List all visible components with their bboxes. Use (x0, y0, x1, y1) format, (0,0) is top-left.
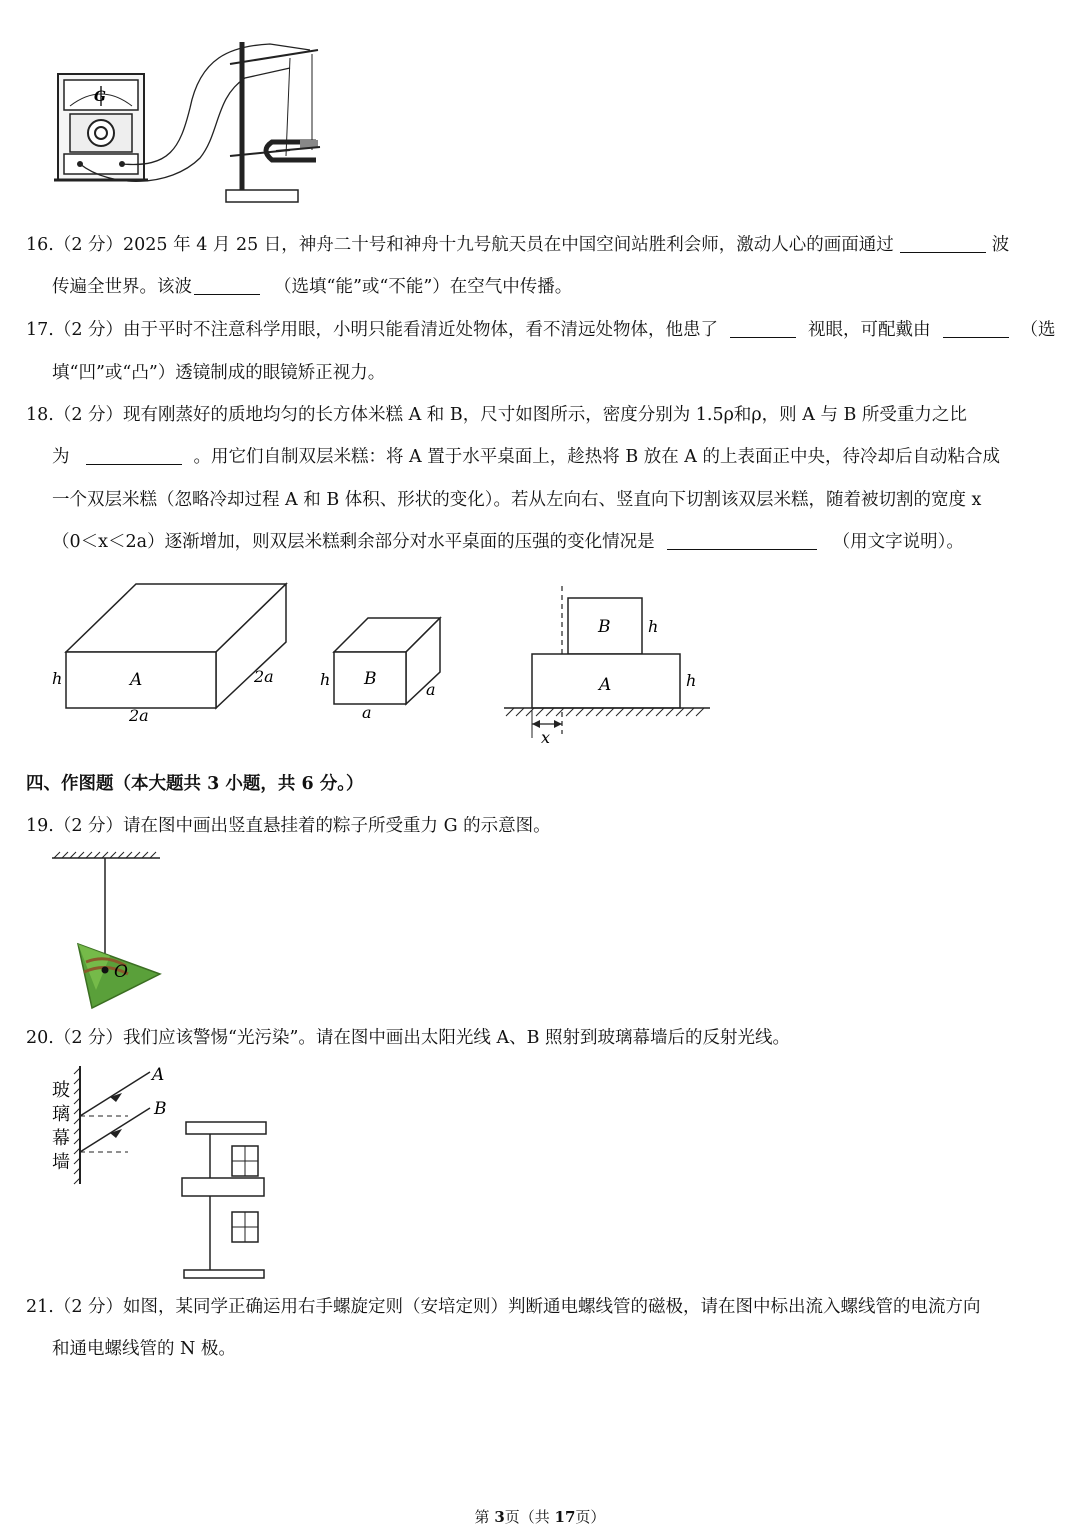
q20-text: 20.（2 分）我们应该警惕“光污染”。请在图中画出太阳光线 A、B 照射到玻璃幕墙后的反射光线。 (26, 1028, 791, 1048)
q20-ray-a-label: A (152, 1065, 165, 1085)
q20-wall-char-4: 墙 (52, 1152, 70, 1173)
q19-line-1 (26, 814, 551, 838)
q17-blank-2[interactable] (943, 319, 1009, 338)
q18-text-1: 18.（2 分）现有刚蒸好的质地均匀的长方体米糕 A 和 B，尺寸如图所示，密度分别为 1.5ρ和ρ，则 A 与 B 所受重力之比 (26, 405, 967, 425)
galvanometer-apparatus-figure (50, 38, 340, 213)
q17-blank-1[interactable] (730, 319, 796, 338)
footer-page-number: 3 (494, 1508, 505, 1526)
q18-stack-label-b: B (598, 617, 611, 637)
q20-ray-b-label: B (154, 1099, 167, 1119)
q17-text-1c: （选 (1020, 320, 1056, 340)
q16-line-1 (26, 233, 1009, 257)
q18-label-a-depth: a (426, 680, 436, 699)
q18-stacked-figure (500, 584, 715, 749)
q18-stack-label-h-a: h (686, 671, 697, 690)
section-4-heading (26, 772, 363, 796)
q18-line-3 (52, 488, 981, 512)
q20-wall-char-2: 璃 (52, 1104, 70, 1125)
footer-mid: 页（共 (504, 1508, 555, 1526)
q19-point-o-label: O (114, 962, 128, 982)
q18-text-2b: 。用它们自制双层米糕：将 A 置于水平桌面上，趁热将 B 放在 A 的上表面正中央，待冷却后自动粘合成 (193, 447, 1001, 467)
q16-text-2a: 传遍全世界。该波 (52, 277, 192, 297)
q18-blank-1[interactable] (86, 446, 182, 465)
q17-line-1 (26, 318, 1056, 342)
footer-pre: 第 (474, 1508, 495, 1526)
page-footer (0, 1506, 1080, 1527)
q16-blank-1[interactable] (900, 234, 986, 253)
q16-blank-2[interactable] (194, 276, 260, 295)
q16-text-1a: 16.（2 分）2025 年 4 月 25 日，神舟二十号和神舟十九号航天员在中国空间站胜利会师，激动人心的画面通过 (26, 235, 894, 255)
q20-wall-char-3: 幕 (52, 1128, 70, 1149)
q17-text-1b: 视眼，可配戴由 (808, 320, 931, 340)
q17-text-1a: 17.（2 分）由于平时不注意科学用眼，小明只能看清近处物体，看不清远处物体，他患了 (26, 320, 719, 340)
q21-text-2: 和通电螺线管的 N 极。 (52, 1339, 236, 1359)
q18-stack-label-x: x (541, 728, 551, 747)
q18-block-a-figure (50, 578, 300, 728)
q16-text-1b: 波 (991, 235, 1010, 255)
q18-label-b: B (364, 669, 377, 689)
q20-wall-char-1: 玻 (52, 1080, 70, 1101)
q18-blank-2[interactable] (667, 531, 817, 550)
q18-stack-label-a: A (599, 675, 612, 695)
q21-text-1: 21.（2 分）如图，某同学正确运用右手螺旋定则（安培定则）判断通电螺线管的磁极，请在图中标出流入螺线管的电流方向 (26, 1297, 981, 1317)
q17-line-2 (52, 361, 385, 385)
q16-line-2 (52, 275, 572, 299)
q17-text-2: 填“凹”或“凸”）透镜制成的眼镜矫正视力。 (52, 363, 386, 383)
q18-label-h-b: h (320, 670, 331, 689)
footer-post: 页） (575, 1508, 606, 1526)
q21-line-2 (52, 1337, 236, 1361)
q18-text-2a: 为 (52, 447, 70, 467)
q19-text: 19.（2 分）请在图中画出竖直悬挂着的粽子所受重力 G 的示意图。 (26, 816, 551, 836)
q18-block-b-figure (318, 610, 448, 730)
section-4-heading-text: 四、作图题（本大题共 3 小题，共 6 分。） (26, 774, 364, 794)
q18-stack-label-h-b: h (648, 617, 659, 636)
q18-text-4a: （0＜x＜2a）逐渐增加，则双层米糕剩余部分对水平桌面的压强的变化情况是 (52, 532, 655, 552)
q18-label-h-a: h (52, 669, 63, 688)
q18-text-4b: （用文字说明）。 (832, 532, 964, 552)
q21-line-1 (26, 1295, 981, 1319)
q18-line-2 (52, 445, 1000, 469)
q18-line-4 (52, 530, 964, 554)
q18-label-2a-width: 2a (129, 706, 149, 725)
q18-label-a-width: a (362, 703, 372, 722)
footer-total-pages: 17 (554, 1508, 576, 1526)
q20-line-1 (26, 1026, 790, 1050)
q16-text-2b: （选填“能”或“不能”）在空气中传播。 (274, 277, 573, 297)
q18-text-3: 一个双层米糕（忽略冷却过程 A 和 B 体积、形状的变化）。若从左向右、竖直向下切割该双层米糕，随着被切割的宽度 x (52, 490, 982, 510)
q20-glass-wall-figure (50, 1060, 280, 1282)
q18-label-a: A (130, 670, 143, 690)
q18-line-1 (26, 403, 967, 427)
q18-label-2a-depth: 2a (254, 667, 274, 686)
galvanometer-letter: G (94, 89, 106, 105)
q19-zongzi-figure (50, 850, 170, 1015)
